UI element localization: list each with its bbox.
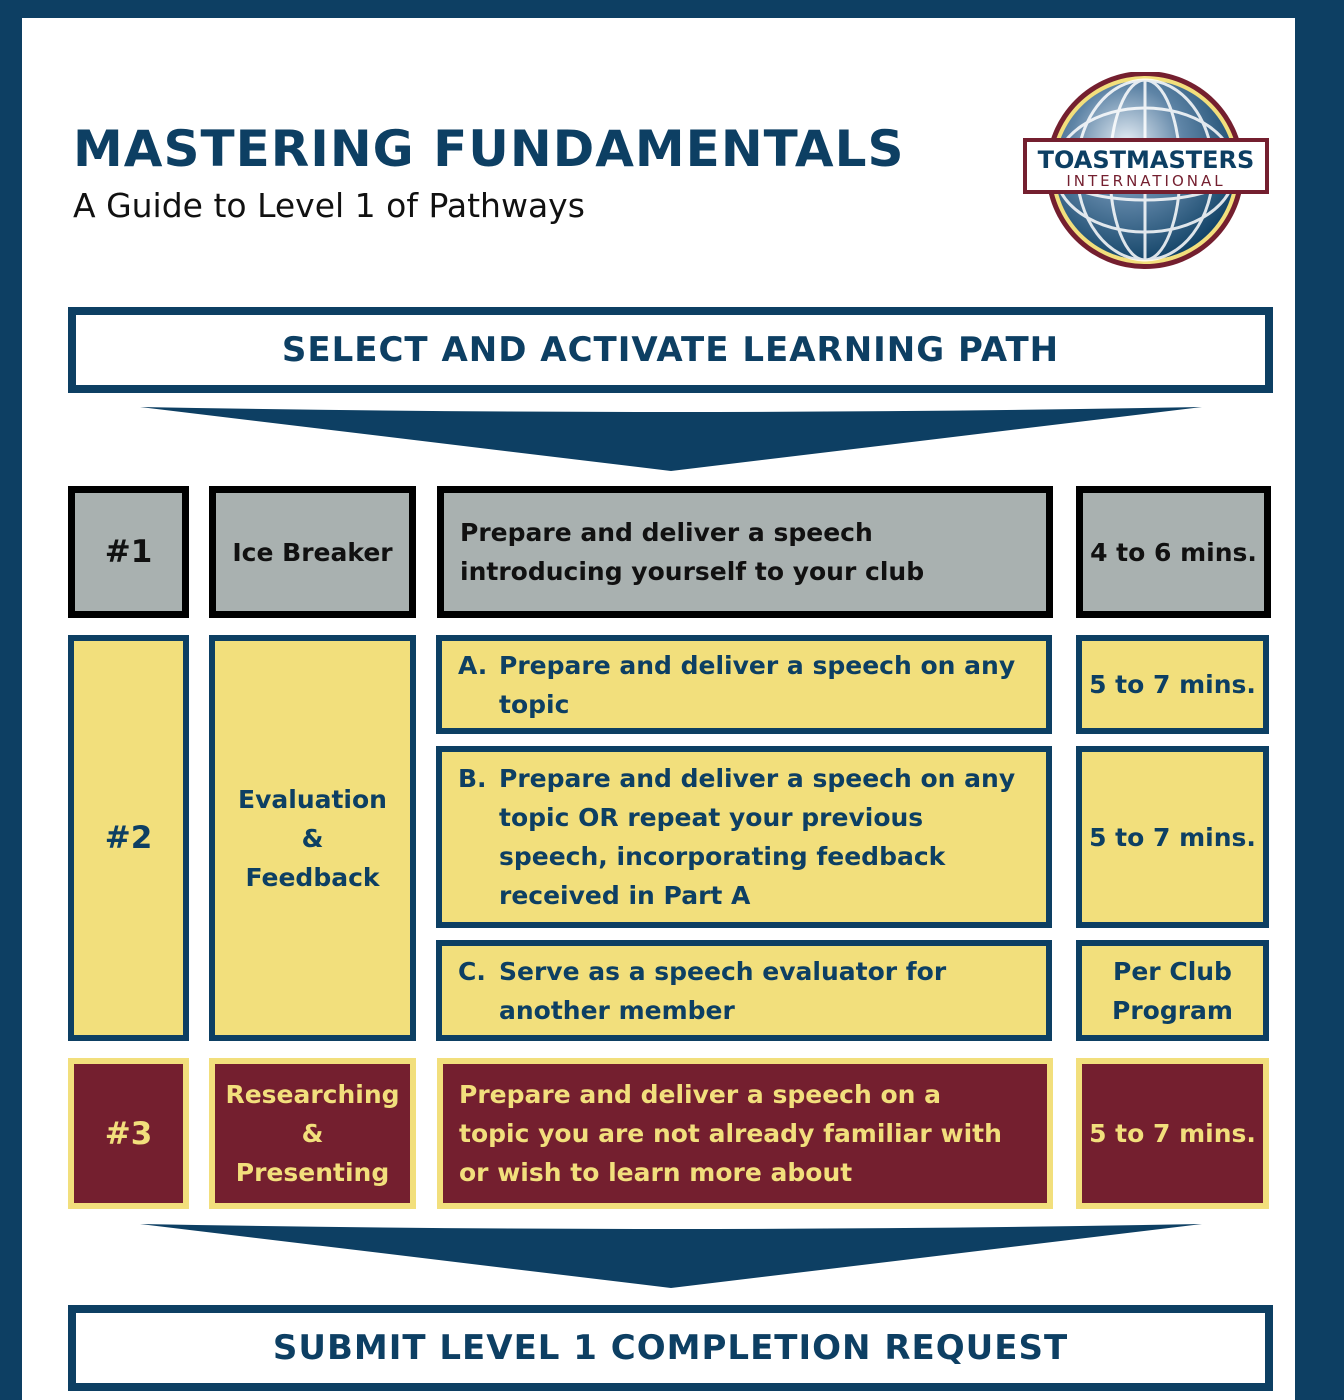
project-1-name: Ice Breaker bbox=[209, 486, 416, 618]
part-b-description: Prepare and deliver a speech on any topic OR repeat your previous speech, incorporating feedback received in Part A bbox=[499, 764, 1016, 910]
project-2-part-b bbox=[436, 746, 1052, 928]
part-c-description: Serve as a speech evaluator for another member bbox=[499, 956, 947, 1025]
project-3-time: 5 to 7 mins. bbox=[1076, 1058, 1269, 1209]
project-3-number: #3 bbox=[68, 1058, 189, 1209]
flow-arrow-down-final bbox=[140, 1224, 1202, 1290]
project-2-part-c bbox=[436, 940, 1052, 1041]
start-step-box: SELECT AND ACTIVATE LEARNING PATH bbox=[68, 307, 1273, 393]
project-2-part-a bbox=[436, 635, 1052, 734]
part-a-time: 5 to 7 mins. bbox=[1076, 635, 1269, 734]
flow-arrow-down bbox=[140, 407, 1202, 473]
logo-name: TOASTMASTERS bbox=[1037, 146, 1255, 174]
project-2-name: Evaluation & Feedback bbox=[209, 635, 416, 1041]
project-1-time: 4 to 6 mins. bbox=[1076, 486, 1271, 618]
page-subtitle: A Guide to Level 1 of Pathways bbox=[73, 186, 585, 225]
toastmasters-logo bbox=[1018, 72, 1274, 272]
project-2-number: #2 bbox=[68, 635, 189, 1041]
part-c-letter: C. bbox=[458, 956, 486, 986]
part-c-time: Per Club Program bbox=[1076, 940, 1269, 1041]
part-a-description: Prepare and deliver a speech on any topic bbox=[499, 650, 1016, 719]
project-1-number: #1 bbox=[68, 486, 189, 618]
part-a-letter: A. bbox=[458, 650, 488, 680]
end-step-box: SUBMIT LEVEL 1 COMPLETION REQUEST bbox=[68, 1305, 1273, 1391]
part-b-letter: B. bbox=[458, 764, 487, 793]
project-3-name: Researching & Presenting bbox=[209, 1058, 416, 1209]
project-3-description: Prepare and deliver a speech on a topic you are not already familiar with or wish to learn more about bbox=[437, 1058, 1053, 1209]
page-title: MASTERING FUNDAMENTALS bbox=[73, 120, 905, 178]
part-b-time: 5 to 7 mins. bbox=[1076, 746, 1269, 928]
project-1-description: Prepare and deliver a speech introducing yourself to your club bbox=[437, 486, 1053, 618]
logo-sub: INTERNATIONAL bbox=[1066, 172, 1226, 190]
